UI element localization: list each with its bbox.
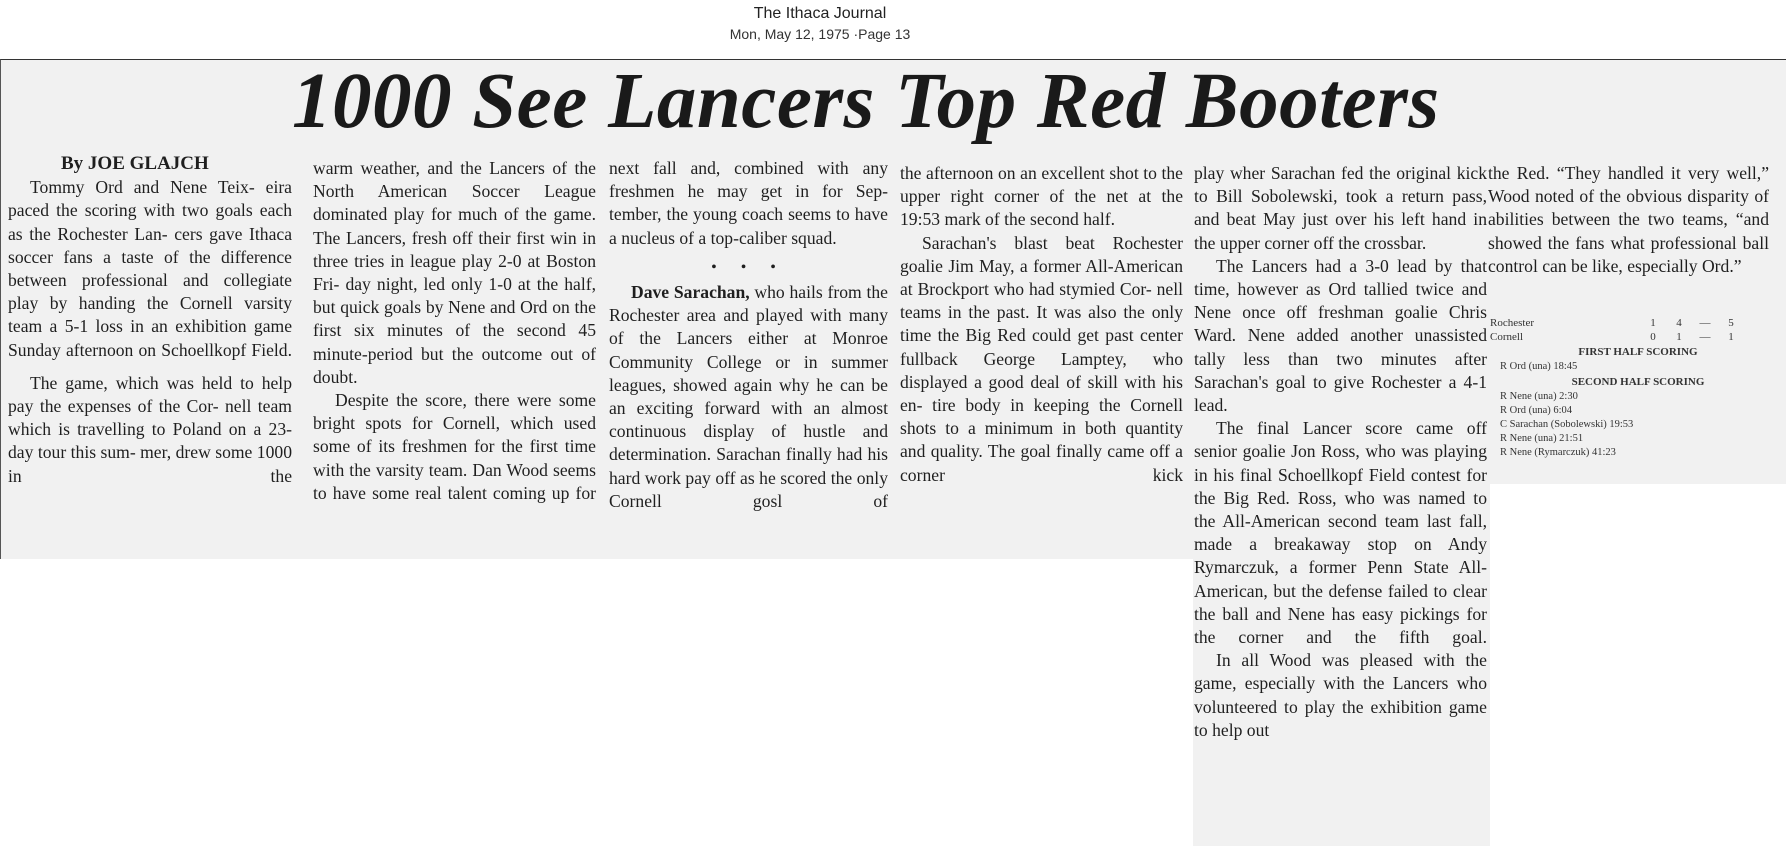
paragraph: next fall and, combined with any freshmen he may get in for Sep- tember, the young coach seems to have a nucleus of a top-caliber squad. bbox=[609, 158, 888, 248]
article-column-5 bbox=[1194, 162, 1487, 742]
paragraph: play wher Sarachan fed the original kick to Bill Sobolewski, took a return pass, and beat May just over his left hand in the upper corner off the crossbar. bbox=[1194, 163, 1487, 253]
paragraph: warm weather, and the Lancers of the North American Soccer League dominated play for much of the game. The Lancers, fresh off their first win in three tries in league play 2-0 at Boston Fri- day night, led only 1-0 at the half, but quick goals by Nene and Ord on the first six minutes of the second 45 minute-period but the outcome out of doubt. bbox=[313, 158, 596, 387]
paragraph: Tommy Ord and Nene Teix- eira paced the scoring with two goals each as the Rochester Lan- cers gave Ithaca soccer fans a taste of the difference between professional and collegiate play by handing the Cornell varsity team a 5-1 loss in an exhibition game Sunday afternoon on Schoellkopf Field. bbox=[8, 177, 292, 360]
scoring-event: R Ord (una) 6:04 bbox=[1500, 405, 1573, 416]
masthead bbox=[0, 3, 1640, 43]
scoring-event: R Ord (una) 18:45 bbox=[1500, 361, 1578, 372]
paragraph: The Lancers had a 3-0 lead by that time, however as Ord tallied twice and Nene once off freshman goalie Chris Ward. Nene added another unassisted tally less than two minutes after Sarachan's goal to give Rochester a 4-1 lead. bbox=[1194, 255, 1487, 416]
paragraph: Despite the score, there were some bright spots for Cornell, which used some of its freshmen for the first time with the varsity team. Dan Wood seems to have some real talent coming up for bbox=[313, 390, 596, 503]
scoring-event: R Nene (una) 21:51 bbox=[1500, 433, 1584, 444]
paragraph: who hails from the Rochester area and played with many of the Lancers either at Monroe Community College or in summer leagues, showed again why he can be an exciting forward with an almost continuous display of hustle and determination. Sarachan finally had his hard work pay off as he scored the only Cornell gosl of bbox=[609, 282, 888, 511]
publication-dateline: Mon, May 12, 1975 ·Page 13 bbox=[729, 26, 911, 42]
paragraph: the Red. “They handled it very well,” Wood noted of the obvious disparity of abilities between the two teams, “and showed the fans what professional ball control can be like, especially Ord.” bbox=[1488, 163, 1769, 276]
box-score-row: Rochester 1 4 — 5 bbox=[1490, 317, 1734, 329]
article-column-6 bbox=[1488, 162, 1769, 278]
paragraph: Sarachan's blast beat Rochester goalie Jim May, a former All-American at Brockport who had stymied Cor- nell teams in the past. It was also the only time the Big Red could get past center fullback George Lamptey, who displayed a good deal of skill with his en- tire body in keeping the Cornell shots to a minimum in both quantity and quality. The goal finally came off a corner kick bbox=[900, 232, 1183, 485]
person-name: Dave Sarachan, bbox=[631, 282, 750, 303]
second-half-header: SECOND HALF SCORING bbox=[1571, 376, 1705, 388]
box-score bbox=[1488, 316, 1768, 460]
article-column-4 bbox=[900, 162, 1183, 487]
scoring-event: R Nene (una) 2:30 bbox=[1500, 391, 1578, 402]
paragraph: the afternoon on an excellent shot to the upper right corner of the net at the 19:53 mark of the second half. bbox=[900, 163, 1183, 230]
paragraph: The final Lancer score came off senior goalie Jon Ross, who was playing in his final Schoellkopf Field contest for the Big Red. Ross, who was named to the All-American second team last fall, made a breakaway stop on Andy Rymarczuk, a former Penn State All-American, but the defense failed to clear the ball and Nene has easy pickings for the corner and the fifth goal. bbox=[1194, 418, 1487, 648]
article-column-2 bbox=[313, 157, 596, 505]
article-column-1 bbox=[8, 152, 292, 488]
scoring-event: C Sarachan (Sobolewski) 19:53 bbox=[1500, 419, 1634, 430]
paragraph: In all Wood was pleased with the game, especially with the Lancers who volunteered to play the exhibition game to help out bbox=[1194, 650, 1487, 740]
publication-title: The Ithaca Journal bbox=[753, 5, 887, 22]
paragraph: The game, which was held to help pay the expenses of the Cor- nell team which is travelling to Poland on a 23-day tour this sum- mer, drew some 1000 in the bbox=[8, 372, 292, 486]
article-column-3 bbox=[609, 157, 888, 513]
article-headline: 1000 See Lancers Top Red Booters bbox=[292, 58, 1440, 145]
section-separator: • • • bbox=[711, 258, 786, 276]
first-half-header: FIRST HALF SCORING bbox=[1578, 346, 1698, 358]
clipping-cutout bbox=[1490, 484, 1786, 846]
scoring-event: R Nene (Rymarczuk) 41:23 bbox=[1500, 447, 1616, 458]
box-score-row: Cornell 0 1 — 1 bbox=[1490, 331, 1734, 343]
byline: By JOE GLAJCH bbox=[61, 153, 209, 174]
